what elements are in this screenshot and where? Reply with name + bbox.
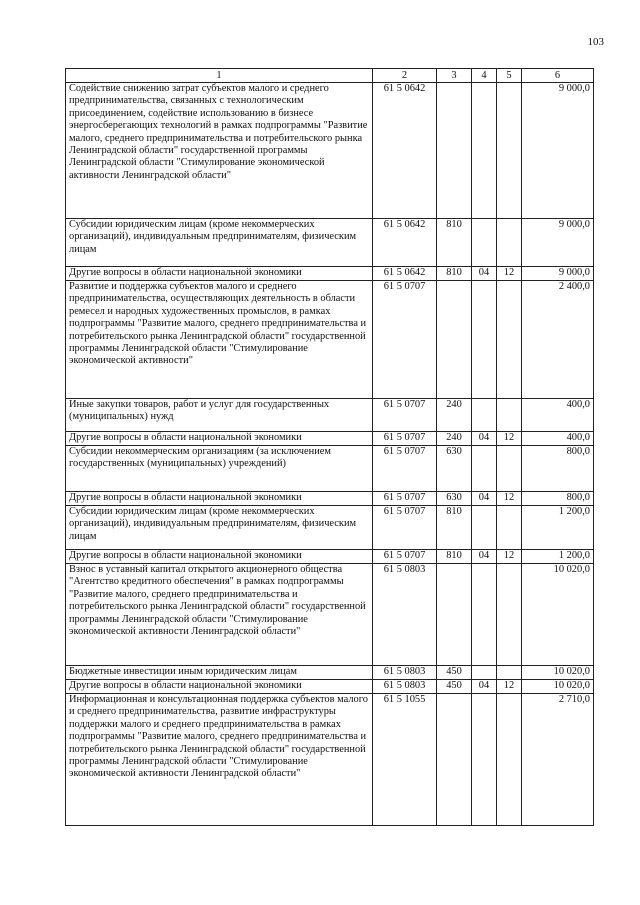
table-row — [66, 281, 594, 399]
row-sub: 12 — [497, 550, 522, 564]
table-row — [66, 83, 594, 219]
row-sub: 12 — [497, 680, 522, 694]
row-amount: 9 000,0 — [522, 219, 594, 267]
row-name: Развитие и поддержка субъектов малого и среднего предпринимательства, осуществляющих деятельность в области ремесел и народных художественных промыслов, в рамках подпрограммы "Развитие малого, среднего предпринимательства и потребительского рынка Ленинградской области" государственной программы Ленинградской области "Стимулирование экономической активности" — [66, 281, 373, 399]
row-name: Субсидии юридическим лицам (кроме некоммерческих организаций), индивидуальным предпринимателям, физическим лицам — [66, 219, 373, 267]
row-amount: 1 200,0 — [522, 550, 594, 564]
table-row — [66, 564, 594, 666]
row-amount: 2 400,0 — [522, 281, 594, 399]
row-sec — [472, 564, 497, 666]
row-sub — [497, 506, 522, 550]
row-name: Информационная и консультационная поддержка субъектов малого и среднего предпринимательства, развитие инфраструктуры поддержки малого и среднего предпринимательства в рамках подпрограммы "Развитие малого, среднего предпринимательства и потребительского рынка Ленинградской области" государственной программы Ленинградской области "Стимулирование экономической активности Ленинградской области" — [66, 694, 373, 826]
row-sec: 04 — [472, 680, 497, 694]
row-sec: 04 — [472, 267, 497, 281]
header-col-5: 5 — [497, 69, 522, 83]
row-name: Другие вопросы в области национальной экономики — [66, 492, 373, 506]
row-sub — [497, 694, 522, 826]
row-name: Субсидии некоммерческим организациям (за исключением государственных (муниципальных) учреждений) — [66, 446, 373, 492]
row-amount: 1 200,0 — [522, 506, 594, 550]
header-col-1: 1 — [66, 69, 373, 83]
table-row — [66, 680, 594, 694]
row-code: 61 5 0642 — [373, 219, 437, 267]
row-sec — [472, 694, 497, 826]
row-code: 61 5 0707 — [373, 432, 437, 446]
row-sec — [472, 666, 497, 680]
row-code: 61 5 0642 — [373, 83, 437, 219]
row-amount: 10 020,0 — [522, 680, 594, 694]
row-amount: 400,0 — [522, 399, 594, 432]
row-sec: 04 — [472, 550, 497, 564]
row-exp: 240 — [437, 432, 472, 446]
row-sub — [497, 83, 522, 219]
row-code: 61 5 0642 — [373, 267, 437, 281]
row-exp: 810 — [437, 550, 472, 564]
row-amount: 800,0 — [522, 492, 594, 506]
page-number: 103 — [587, 36, 604, 48]
row-exp — [437, 564, 472, 666]
row-amount: 9 000,0 — [522, 83, 594, 219]
row-sub: 12 — [497, 432, 522, 446]
row-exp: 450 — [437, 680, 472, 694]
row-sec — [472, 446, 497, 492]
table-row — [66, 492, 594, 506]
row-amount: 2 710,0 — [522, 694, 594, 826]
row-code: 61 5 1055 — [373, 694, 437, 826]
row-sec — [472, 281, 497, 399]
table-row — [66, 550, 594, 564]
row-sec — [472, 219, 497, 267]
row-exp — [437, 281, 472, 399]
header-col-3: 3 — [437, 69, 472, 83]
header-row — [66, 69, 594, 83]
row-sec: 04 — [472, 492, 497, 506]
row-name: Бюджетные инвестиции иным юридическим лицам — [66, 666, 373, 680]
row-code: 61 5 0803 — [373, 666, 437, 680]
row-code: 61 5 0707 — [373, 506, 437, 550]
table-row — [66, 506, 594, 550]
row-sec — [472, 506, 497, 550]
row-amount: 800,0 — [522, 446, 594, 492]
row-exp: 450 — [437, 666, 472, 680]
budget-table — [65, 68, 594, 826]
table-row — [66, 267, 594, 281]
row-sec: 04 — [472, 432, 497, 446]
row-sub — [497, 564, 522, 666]
row-code: 61 5 0803 — [373, 564, 437, 666]
row-sub: 12 — [497, 492, 522, 506]
header-col-6: 6 — [522, 69, 594, 83]
table-row — [66, 446, 594, 492]
row-sub: 12 — [497, 267, 522, 281]
row-name: Другие вопросы в области национальной экономики — [66, 432, 373, 446]
row-code: 61 5 0707 — [373, 281, 437, 399]
row-exp: 630 — [437, 492, 472, 506]
row-amount: 10 020,0 — [522, 666, 594, 680]
row-amount: 10 020,0 — [522, 564, 594, 666]
row-sub — [497, 446, 522, 492]
row-name: Содействие снижению затрат субъектов малого и среднего предпринимательства, связанных с технологическим присоединением, содействие использованию в бизнесе энергосберегающих технологий в рамках подпрограммы "Развитие малого, среднего предпринимательства и потребительского рынка Ленинградской области" государственной программы Ленинградской области "Стимулирование экономической активности Ленинградской области" — [66, 83, 373, 219]
row-sub — [497, 399, 522, 432]
row-amount: 9 000,0 — [522, 267, 594, 281]
row-name: Другие вопросы в области национальной экономики — [66, 680, 373, 694]
row-name: Взнос в уставный капитал открытого акционерного общества "Агентство кредитного обеспечения" в рамках подпрограммы "Развитие малого, среднего предпринимательства и потребительского рынка Ленинградской области" государственной программы Ленинградской области "Стимулирование экономической активности Ленинградской области" — [66, 564, 373, 666]
table-row — [66, 694, 594, 826]
header-col-2: 2 — [373, 69, 437, 83]
row-sub — [497, 281, 522, 399]
table-row — [66, 399, 594, 432]
row-exp: 630 — [437, 446, 472, 492]
row-code: 61 5 0707 — [373, 550, 437, 564]
row-name: Субсидии юридическим лицам (кроме некоммерческих организаций), индивидуальным предпринимателям, физическим лицам — [66, 506, 373, 550]
row-sub — [497, 666, 522, 680]
row-exp — [437, 694, 472, 826]
row-code: 61 5 0803 — [373, 680, 437, 694]
row-name: Другие вопросы в области национальной экономики — [66, 267, 373, 281]
header-col-4: 4 — [472, 69, 497, 83]
row-sec — [472, 83, 497, 219]
table-row — [66, 219, 594, 267]
row-exp: 810 — [437, 506, 472, 550]
row-name: Другие вопросы в области национальной экономики — [66, 550, 373, 564]
table-row — [66, 666, 594, 680]
row-exp: 810 — [437, 219, 472, 267]
row-code: 61 5 0707 — [373, 446, 437, 492]
row-exp — [437, 83, 472, 219]
table-row — [66, 432, 594, 446]
row-amount: 400,0 — [522, 432, 594, 446]
row-sec — [472, 399, 497, 432]
row-code: 61 5 0707 — [373, 399, 437, 432]
row-name: Иные закупки товаров, работ и услуг для государственных (муниципальных) нужд — [66, 399, 373, 432]
row-exp: 240 — [437, 399, 472, 432]
row-sub — [497, 219, 522, 267]
row-exp: 810 — [437, 267, 472, 281]
row-code: 61 5 0707 — [373, 492, 437, 506]
